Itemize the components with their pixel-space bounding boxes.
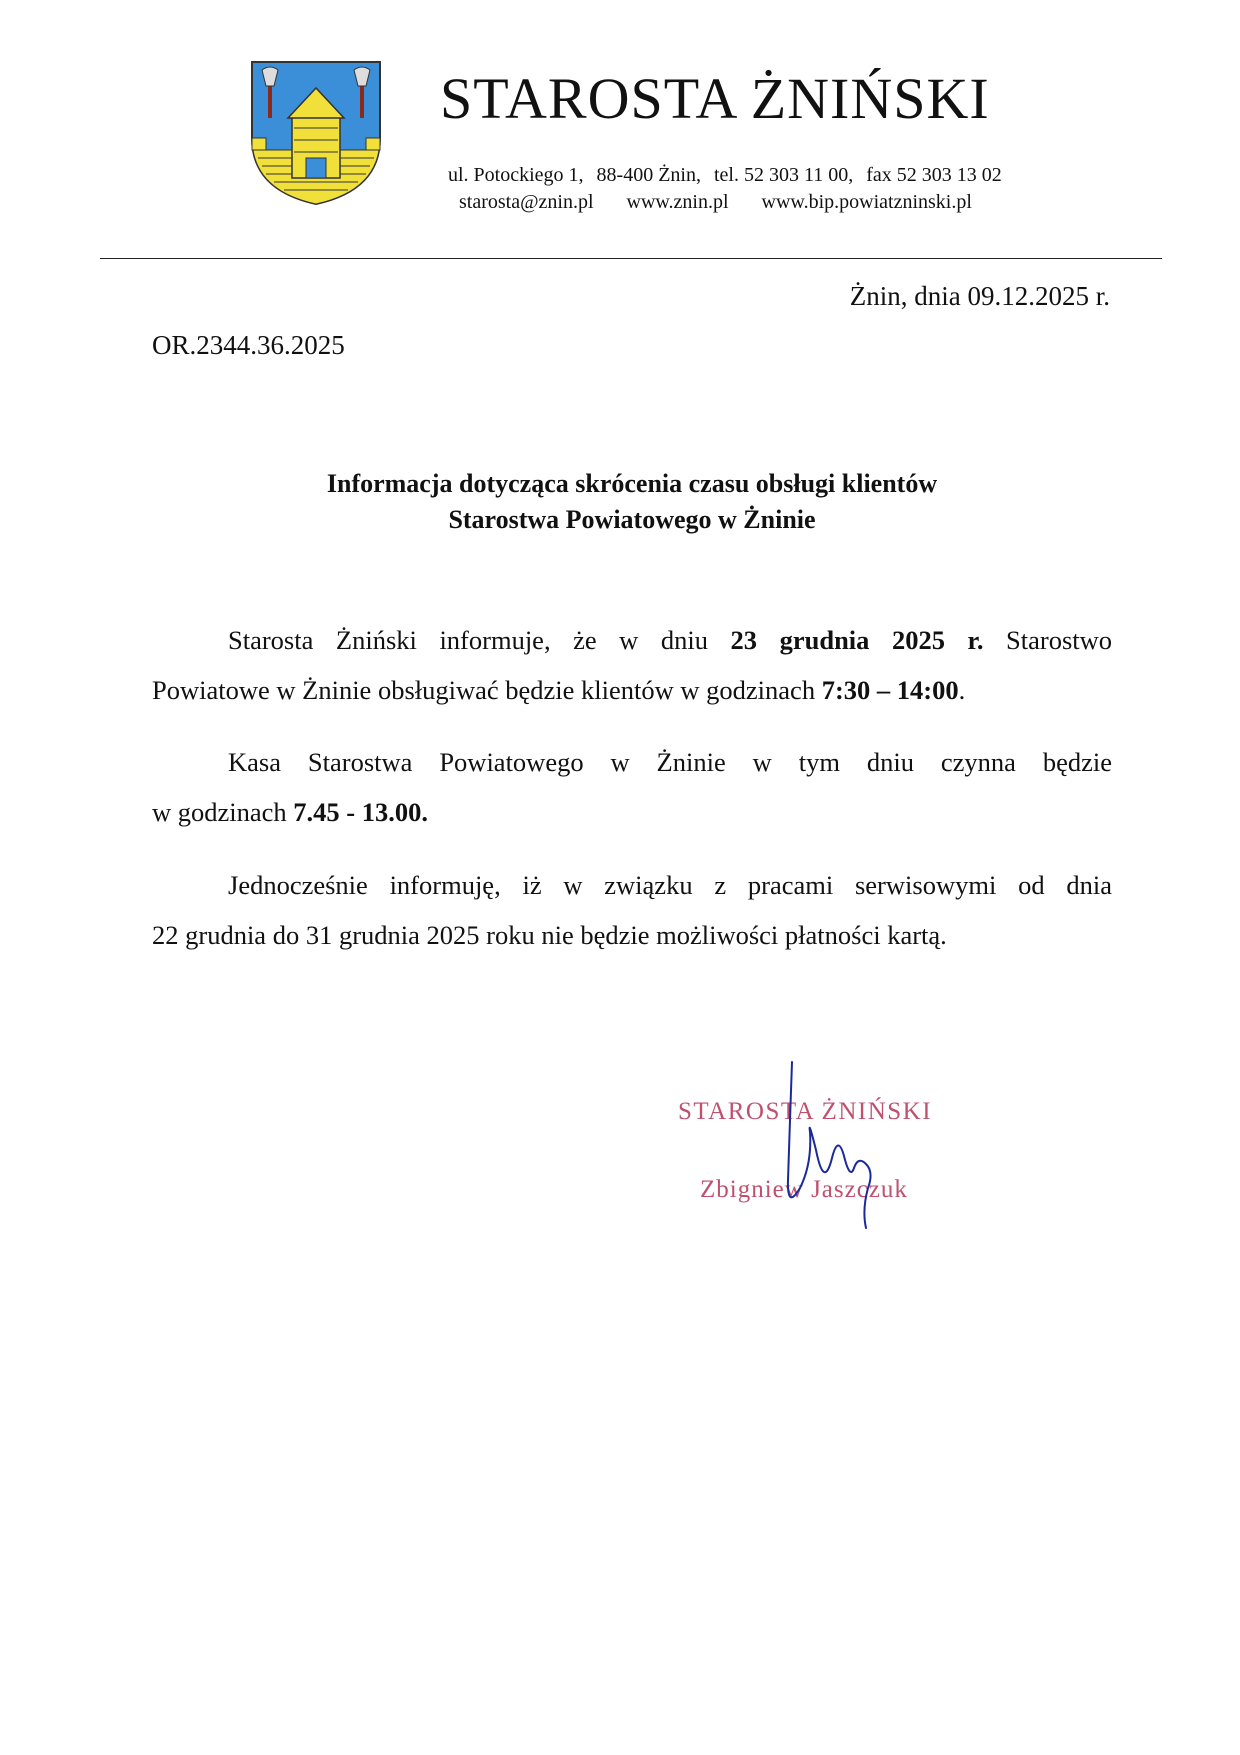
- contact-bip[interactable]: www.bip.powiatzninski.pl: [761, 191, 972, 213]
- address-street: ul. Potockiego 1,: [448, 164, 584, 186]
- heading-line-2: Starostwa Powiatowego w Żninie: [448, 505, 816, 534]
- office-title: STAROSTA ŻNIŃSKI: [440, 66, 990, 131]
- contact-email[interactable]: starosta@znin.pl: [459, 191, 594, 213]
- paragraph-service-hours: [152, 615, 1112, 715]
- stamp-office: STAROSTA ŻNIŃSKI: [678, 1098, 933, 1125]
- paragraph-line: [152, 615, 1112, 665]
- document-date: Żnin, dnia 09.12.2025 r.: [849, 281, 1110, 311]
- paragraph-line: Kasa Starostwa Powiatowego w Żninie w tym dniu czynna będzie: [228, 747, 1112, 777]
- reference-number: OR.2344.36.2025: [152, 330, 345, 360]
- header-divider: [100, 258, 1162, 259]
- address-phone: tel. 52 303 11 00,: [713, 164, 854, 186]
- address-city: 88-400 Żnin,: [596, 164, 701, 186]
- text-run: w godzinach: [152, 797, 294, 827]
- hours-emphasis: 7:30 – 14:00: [821, 675, 959, 705]
- paragraph-line: 22 grudnia do 31 grudnia 2025 roku nie będzie możliwości płatności kartą.: [152, 920, 947, 950]
- address-fax: fax 52 303 13 02: [866, 164, 1002, 186]
- text-run: Starosta Żniński informuje, że w dniu: [228, 625, 731, 655]
- paragraph-line: [152, 787, 1112, 837]
- paragraph-line: Jednocześnie informuję, iż w związku z pracami serwisowymi od dnia: [228, 870, 1112, 900]
- stamp-name: Zbigniew Jaszczuk: [700, 1176, 908, 1203]
- address-line: [448, 165, 1010, 185]
- heading-line-1: Informacja dotycząca skrócenia czasu obsługi klientów: [326, 469, 938, 498]
- coat-of-arms-icon: [248, 58, 384, 208]
- document-heading: [152, 466, 1112, 538]
- contact-website[interactable]: www.znin.pl: [626, 191, 729, 213]
- text-run: Powiatowe w Żninie obsługiwać będzie klientów w godzinach: [152, 675, 822, 705]
- paragraph-line: [152, 665, 1112, 715]
- date-emphasis: 23 grudnia 2025 r.: [730, 625, 984, 655]
- paragraph-card-payments: [152, 860, 1112, 960]
- contact-line: [459, 192, 1000, 212]
- handwritten-signature-icon: [770, 1060, 880, 1232]
- paragraph-cashier-hours: [152, 737, 1112, 837]
- hours-emphasis: 7.45 - 13.00.: [293, 797, 428, 827]
- text-run: Starostwo: [983, 625, 1113, 655]
- text-run: .: [958, 675, 966, 705]
